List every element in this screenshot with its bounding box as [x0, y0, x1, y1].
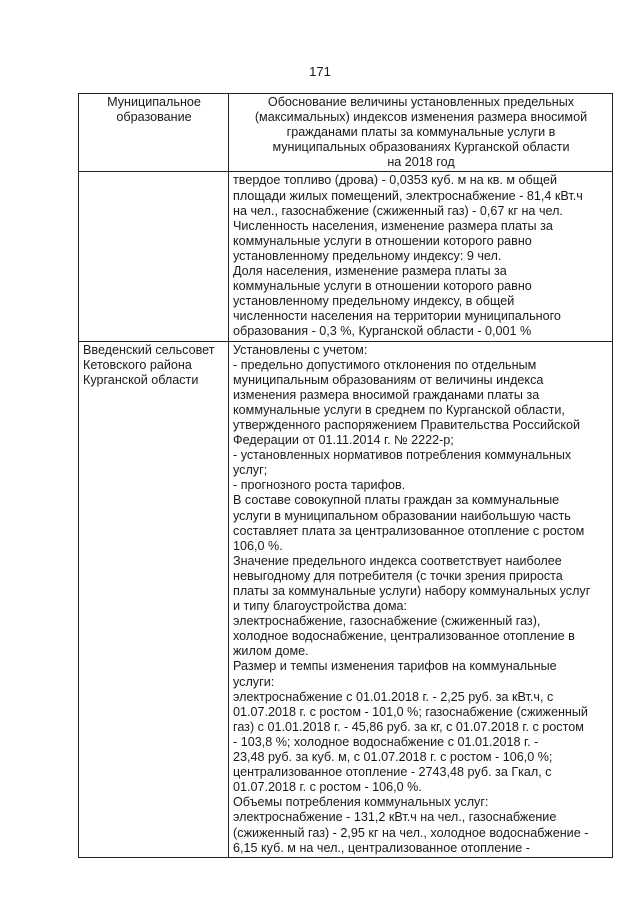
text-line: Введенский сельсовет — [83, 342, 215, 357]
text-line: на чел., газоснабжение (сжиженный газ) - 0,67 кг на чел. — [233, 203, 563, 218]
text-line: муниципальным образованиям от величины индекса — [233, 372, 544, 387]
text-line: Размер и темпы изменения тарифов на коммунальные — [233, 659, 557, 674]
text-line: жилом доме. — [233, 644, 309, 659]
text-line: Федерации от 01.11.2014 г. № 2222-р; — [233, 433, 454, 448]
table-header-row — [79, 94, 613, 172]
text-line: составляет плата за централизованное отопление с ростом — [233, 523, 585, 538]
text-line: невыгодному для потребителя (с точки зрения прироста — [233, 568, 563, 583]
text-line: электроснабжение - 131,2 кВт.ч на чел., газоснабжение — [233, 810, 557, 825]
text-line: коммунальные услуги в отношении которого равно — [233, 233, 532, 248]
text-line: коммунальные услуги в среднем по Курганской области, — [233, 402, 565, 417]
table-row — [79, 341, 613, 857]
justification-cell — [229, 172, 613, 341]
table-row — [79, 172, 613, 341]
header-justification-line: гражданами платы за коммунальные услуги в — [286, 125, 556, 140]
header-justification-line: (максимальных) индексов изменения размера вносимой — [254, 110, 588, 125]
text-line: электроснабжение, газоснабжение (сжиженный газ), — [233, 614, 541, 629]
header-justification-line: Обоснование величины установленных предельных — [267, 95, 575, 109]
text-line: 23,48 руб. за куб. м, с 01.07.2018 г. с ростом - 106,0 %; — [233, 750, 553, 765]
text-line: 106,0 %. — [233, 538, 283, 553]
text-line: Значение предельного индекса соответствует наиболее — [233, 553, 562, 568]
justification-cell — [229, 341, 613, 857]
text-line: Объемы потребления коммунальных услуг: — [233, 795, 489, 810]
text-line: образования - 0,3 %, Курганской области - 0,001 % — [233, 324, 532, 339]
header-municipality — [79, 94, 229, 172]
text-line: - предельно допустимого отклонения по отдельным — [233, 357, 537, 372]
text-line: электроснабжение с 01.01.2018 г. - 2,25 руб. за кВт.ч, с — [233, 689, 554, 704]
text-line: 01.07.2018 г. с ростом - 106,0 %. — [233, 780, 422, 795]
text-line: Доля населения, изменение размера платы за — [233, 264, 507, 279]
text-line: платы за коммунальные услуги) набору коммунальных услуг — [233, 584, 591, 598]
page-number: 171 — [309, 64, 331, 79]
text-line: услуги в муниципальном образовании наибольшую часть — [233, 508, 571, 523]
text-line: В составе совокупной платы граждан за коммунальные — [233, 493, 560, 508]
municipality-cell — [79, 172, 229, 341]
text-line: Курганской области — [83, 372, 199, 387]
text-line: Установлены с учетом: — [233, 342, 368, 357]
header-municipality-line: образование — [116, 110, 192, 125]
text-line: холодное водоснабжение, централизованное отопление в — [233, 629, 575, 644]
text-line: - 103,8 %; холодное водоснабжение с 01.01.2018 г. - — [233, 734, 539, 749]
header-justification-line: муниципальных образованиях Курганской области — [272, 140, 570, 155]
header-municipality-line: Муниципальное — [107, 95, 201, 109]
text-line: услуги: — [233, 674, 275, 689]
text-line: и типу благоустройства дома: — [233, 599, 408, 614]
text-line: изменения размера вносимой гражданами платы за — [233, 387, 540, 402]
text-line: - установленных нормативов потребления коммунальных — [233, 448, 572, 463]
text-line: Численность населения, изменение размера платы за — [233, 218, 553, 233]
text-line: централизованное отопление - 2743,48 руб. за Гкал, с — [233, 765, 552, 780]
text-line: - прогнозного роста тарифов. — [233, 478, 406, 493]
text-line: твердое топливо (дрова) - 0,0353 куб. м на кв. м общей — [233, 173, 558, 188]
municipality-cell — [79, 341, 229, 857]
text-line: площади жилых помещений, электроснабжение - 81,4 кВт.ч — [233, 188, 583, 203]
tariff-justification-table — [78, 93, 613, 858]
header-justification — [229, 94, 613, 172]
text-line: коммунальные услуги в отношении которого равно — [233, 279, 532, 294]
text-line: услуг; — [233, 463, 268, 478]
text-line: газ) с 01.01.2018 г. - 45,86 руб. за кг, с 01.07.2018 г. с ростом — [233, 719, 584, 734]
text-line: численности населения на территории муниципального — [233, 309, 561, 324]
text-line: установленному предельному индексу: 9 чел. — [233, 248, 502, 263]
text-line: Кетовского района — [83, 357, 192, 372]
text-line: 01.07.2018 г. с ростом - 101,0 %; газоснабжение (сжиженный — [233, 704, 588, 719]
text-line: 6,15 куб. м на чел., централизованное отопление - — [233, 840, 530, 855]
header-justification-line: на 2018 год — [387, 155, 455, 170]
text-line: утвержденного распоряжением Правительства Российской — [233, 417, 581, 432]
text-line: установленному предельному индексу, в общей — [233, 294, 515, 309]
text-line: (сжиженный газ) - 2,95 кг на чел., холодное водоснабжение - — [233, 825, 589, 840]
